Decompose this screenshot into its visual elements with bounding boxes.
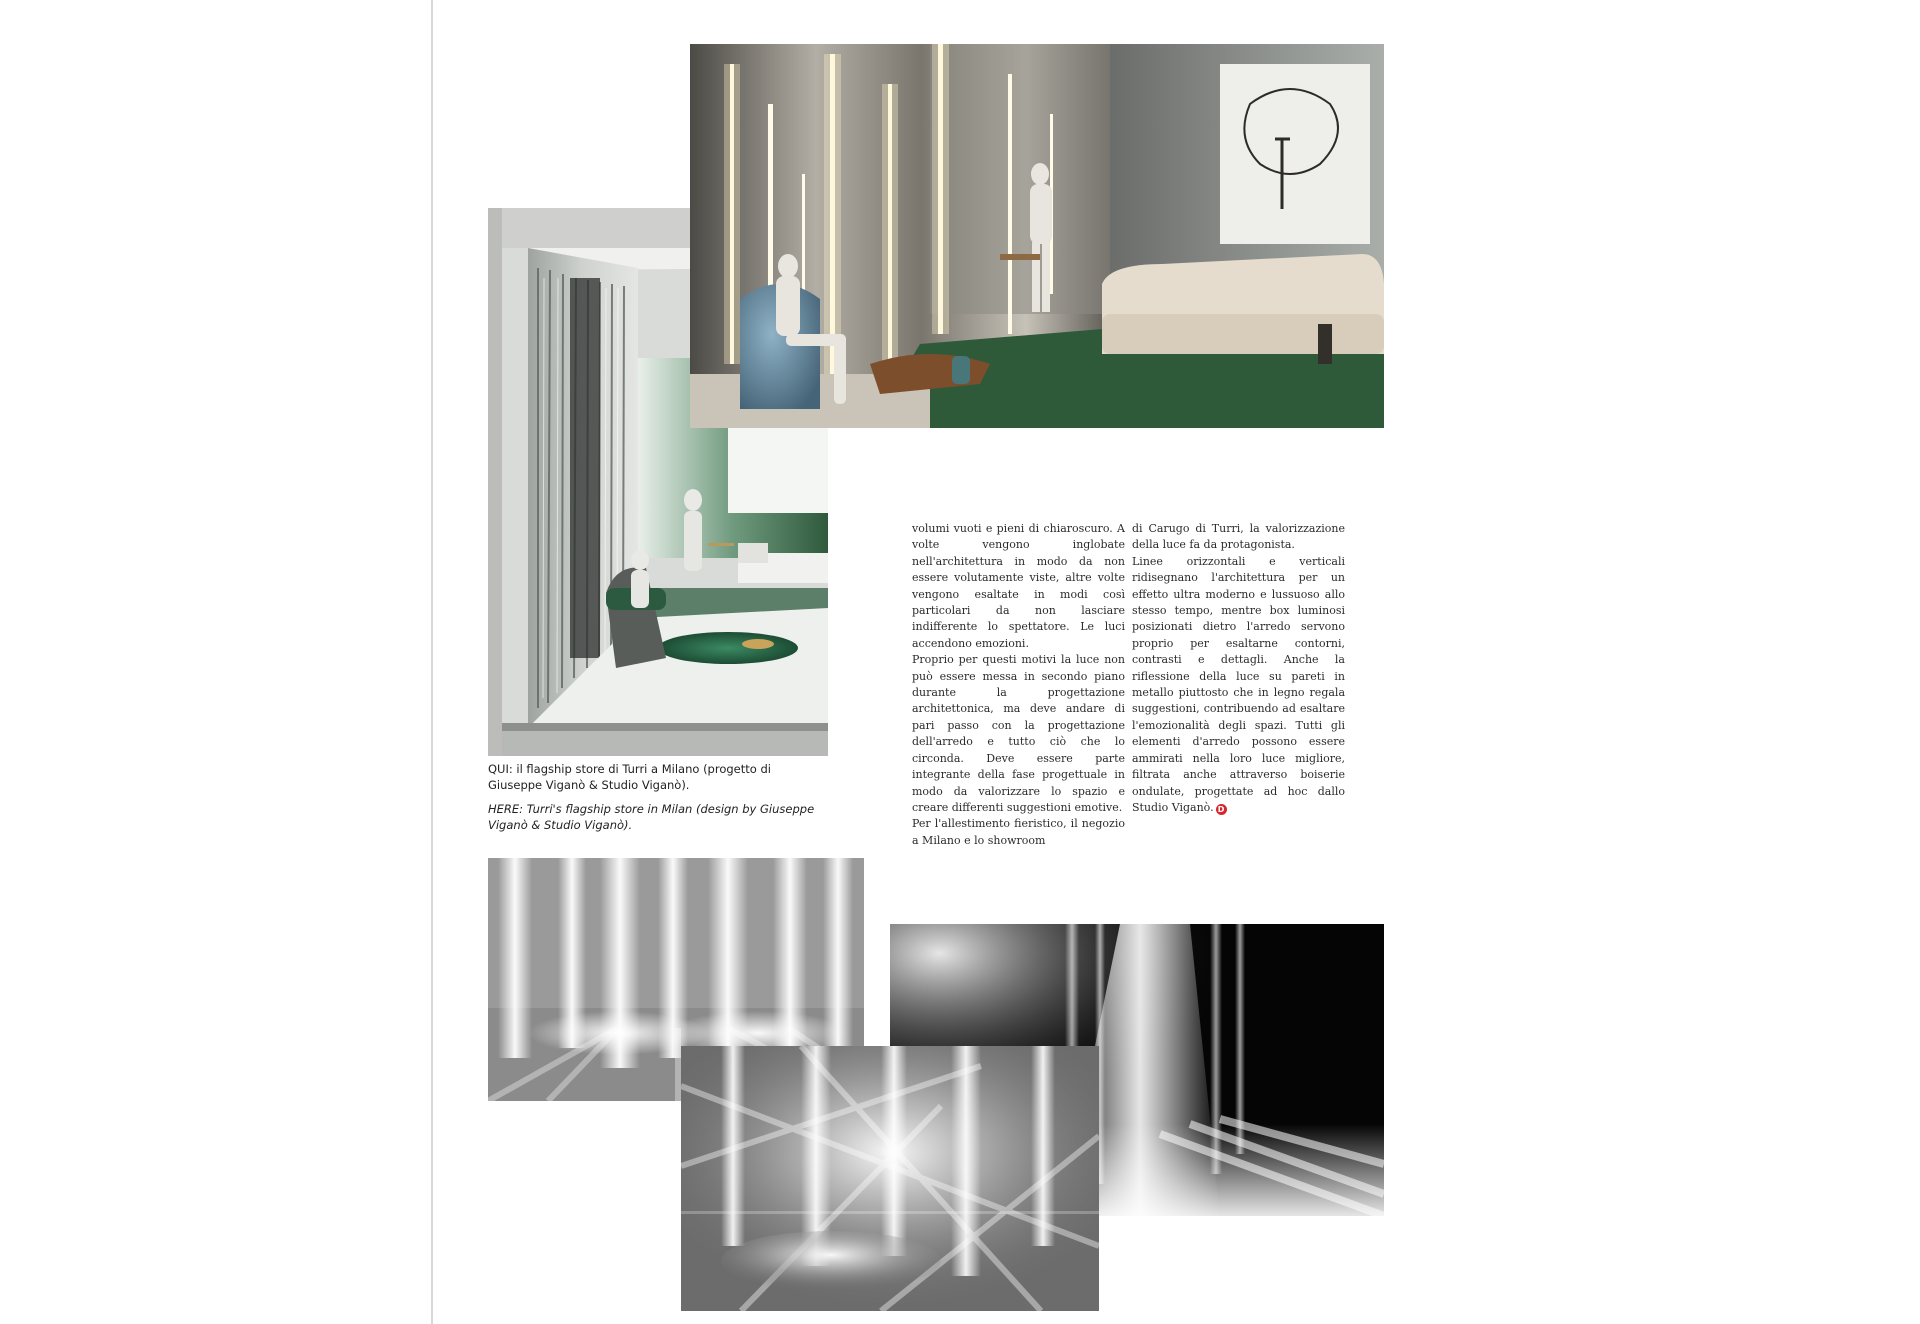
article-paragraph: Proprio per questi motivi la luce non può essere messa in secondo piano durante la progettazione architettonica, ma deve andare di pari passo con la progettazione dell'arredo e tutto ciò che lo circonda. Deve essere parte integrante della fase progettuale in modo da valorizzare lo spazio e creare differenti suggestioni emotive. — [912, 653, 1125, 814]
caption-english: HERE: Turri's flagship store in Milan (design by Giuseppe Viganò & Studio Viganò). — [488, 802, 815, 832]
photo-caption — [488, 761, 828, 841]
light-rays-composite-image — [681, 1046, 1099, 1311]
caption-italian: QUI: il flagship store di Turri a Milano (progetto di Giuseppe Viganò & Studio Viganò). — [488, 762, 771, 792]
article-paragraph: volumi vuoti e pieni di chiaroscuro. A volte vengono inglobate nell'architettura in modo da non essere volutamente viste, altre volte vengono esaltate in modi così particolari da non lasciare indifferente lo spettatore. Le luci accendono emozioni. — [912, 522, 1125, 650]
article-paragraph: di Carugo di Turri, la valorizzazione della luce fa da protagonista. — [1132, 522, 1345, 552]
article-column-2 — [1132, 521, 1345, 816]
article-paragraph: Per l'allestimento fieristico, il negozio a Milano e lo showroom — [912, 817, 1125, 847]
lounge-interior-photo — [690, 44, 1384, 428]
article-paragraph — [1132, 554, 1345, 817]
end-of-article-mark: D — [1216, 804, 1227, 815]
page-gutter-line — [431, 0, 433, 1324]
article-column-1 — [912, 521, 1125, 849]
article-paragraph-text: Linee orizzontali e verticali ridisegnano l'architettura per un effetto ultra moderno e lussuoso allo stesso tempo, mentre box luminosi posizionati dietro l'arredo servono proprio per esaltarne contorni, contrasti e dettagli. Anche la riflessione della luce su pareti in metallo piuttosto che in legno regala suggestioni, contribuendo ad esaltare l'emozionalità degli spazi. Tutti gli elementi d'arredo possono essere ammirati nella loro luce migliore, filtrata anche attraverso boiserie ondulate, progettate ad hoc dallo Studio Viganò. — [1132, 554, 1345, 814]
